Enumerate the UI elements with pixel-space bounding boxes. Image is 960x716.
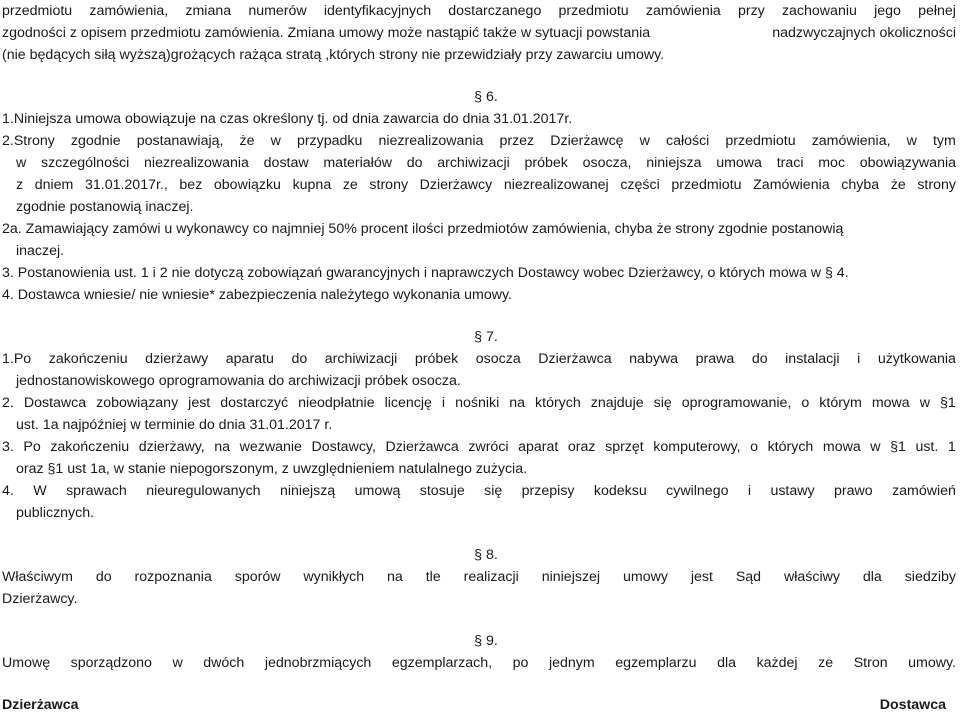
section-7-heading: § 7. [474, 329, 498, 345]
word: właściwy [783, 569, 840, 585]
word: prawo [834, 483, 873, 499]
word: Stron [853, 655, 888, 671]
sec6-paragraph-2-line-4: zgodnie postanowią inaczej. [16, 199, 194, 215]
word: identyfikacyjnych [323, 3, 432, 19]
sec9-text [2, 652, 956, 674]
word: się [484, 483, 503, 499]
word: Dzierżawca [538, 351, 612, 367]
word: przepisy [521, 483, 575, 499]
intro-line-3: (nie będących siłą wyższą)grożących rażąca stratą ,których strony nie przewidziały przy zawarciu umowy. [2, 47, 665, 63]
word: dla [717, 655, 736, 671]
word: rozpoznania [134, 569, 212, 585]
word: ustawy [770, 483, 815, 499]
word: części [620, 177, 660, 193]
word: sprawach [66, 483, 127, 499]
word: przedmiotu [725, 133, 796, 149]
word: Dostawcy, [311, 439, 376, 455]
word: W [33, 483, 47, 499]
word: przedmiotu [558, 3, 629, 19]
word: umowy [622, 569, 668, 585]
word: strony [917, 177, 956, 193]
word: i [857, 351, 861, 367]
word: oraz [567, 439, 596, 455]
word: 1.Po [2, 351, 32, 367]
word: 2.Strony [2, 133, 55, 149]
word: komputerowy, [653, 439, 741, 455]
word: ze [342, 177, 358, 193]
word: jest [188, 395, 211, 411]
word: numerów [248, 3, 307, 19]
sec8-text-line-1 [2, 566, 956, 588]
word: dostarczyć [220, 395, 289, 411]
word: w [906, 133, 917, 149]
word: moc [818, 155, 846, 171]
word: oprogramowanie, [681, 395, 792, 411]
sec7-paragraph-3-line-1 [2, 436, 956, 458]
sec7-paragraph-3-line-2: oraz §1 ust 1a, w stanie niepogorszonym, z uwzględnieniem natulalnego zużycia. [16, 461, 528, 477]
word: 2. [2, 395, 14, 411]
word: w [919, 395, 930, 411]
sec7-paragraph-4-line-1 [2, 480, 956, 502]
word: zamówień [892, 483, 956, 499]
word: nieodpłatnie [298, 395, 375, 411]
word: wynikłych [303, 569, 365, 585]
word: Właściwym [2, 569, 73, 585]
word: tle [425, 569, 441, 585]
sec8-text-line-2: Dzierżawcy. [2, 591, 78, 607]
word: zamówienia, [89, 3, 169, 19]
word: przy [737, 3, 765, 19]
sec6-paragraph-1: 1.Niniejsza umowa obowiązuje na czas określony tj. od dnia zawarcia do dnia 31.01.2017r. [2, 111, 573, 127]
word: siedziby [904, 569, 956, 585]
intro-line-2-part-2: nadzwyczajnych okoliczności [772, 25, 956, 41]
word: że [890, 177, 906, 193]
word: mowa [871, 395, 910, 411]
word: 4. [2, 483, 14, 499]
word: dostaw [263, 155, 309, 171]
word: Dzierżawca [385, 439, 459, 455]
word: Po [23, 439, 41, 455]
word: przez [499, 133, 535, 149]
section-9-heading: § 9. [474, 633, 498, 649]
word: dostarczanego [448, 3, 542, 19]
word: w [639, 133, 650, 149]
word: zwróci [468, 439, 509, 455]
word: chyba [841, 177, 880, 193]
word: licencję [384, 395, 432, 411]
word: próbek [414, 351, 459, 367]
intro-line-2 [2, 22, 956, 44]
word: §1 [939, 395, 956, 411]
word: całości [665, 133, 710, 149]
word: przedmiotu [671, 177, 742, 193]
sec7-paragraph-2-line-1 [2, 392, 956, 414]
word: do [291, 351, 308, 367]
word: o [801, 395, 810, 411]
word: Dzierżawcy [419, 177, 493, 193]
word: których [767, 439, 814, 455]
word: dla [862, 569, 882, 585]
word: cywilnego [666, 483, 729, 499]
word: na [387, 569, 403, 585]
intro-line-2-part-1: zgodności z opisem przedmiotu zamówienia. Zmiana umowy może nastąpić także w sytuacji powstania [2, 25, 651, 41]
word: użytkowania [877, 351, 956, 367]
word: nieuregulowanych [146, 483, 261, 499]
word: egzemplarzach, [391, 655, 493, 671]
word: 31.01.2017r., [84, 177, 168, 193]
word: obowiązku [213, 177, 281, 193]
word: przypadku [296, 133, 363, 149]
word: strony [369, 177, 409, 193]
word: kupna [292, 177, 332, 193]
word: w [270, 133, 281, 149]
word: w [870, 439, 881, 455]
word: w [16, 155, 27, 171]
word: niniejszą [279, 483, 336, 499]
word: jednobrzmiących [264, 655, 372, 671]
word: którym [819, 395, 862, 411]
word: niniejsza [646, 155, 702, 171]
word: sporów [234, 569, 281, 585]
word: zamówienia, [811, 133, 891, 149]
word: kodeksu [593, 483, 647, 499]
word: 1 [947, 439, 956, 455]
word: archiwizacji [437, 155, 510, 171]
word: obowiązywania [859, 155, 956, 171]
word: ust. [915, 439, 939, 455]
word: aparatu [225, 351, 274, 367]
word: przedmiotu [2, 3, 73, 19]
word: znajduje [590, 395, 644, 411]
word: instalacji [785, 351, 840, 367]
word: z [16, 177, 24, 193]
word: egzemplarzu [615, 655, 697, 671]
section-8-heading: § 8. [474, 547, 498, 563]
section-6-heading: § 6. [474, 89, 498, 105]
word: umowa [716, 155, 762, 171]
word: których [535, 395, 581, 411]
word: sporządzono [70, 655, 152, 671]
word: zachowaniu [781, 3, 857, 19]
word: się [653, 395, 672, 411]
word: wezwanie [239, 439, 302, 455]
word: dzierżawy, [138, 439, 205, 455]
word: stosuje [419, 483, 465, 499]
word: niniejszej [541, 569, 601, 585]
sec6-paragraph-2-line-2 [16, 152, 956, 174]
word: nośniki [455, 395, 500, 411]
word: archiwizacji [324, 351, 398, 367]
word: niezrealizowania [378, 133, 484, 149]
sec6-paragraph-2a-line-2: inaczej. [16, 243, 65, 259]
word: dzierżawy [145, 351, 209, 367]
word: do [751, 351, 768, 367]
word: Umowę [2, 655, 51, 671]
word: do [406, 155, 423, 171]
word: bez [179, 177, 203, 193]
word: Dzierżawcę [550, 133, 624, 149]
word: dwóch [203, 655, 245, 671]
word: §1 [890, 439, 906, 455]
word: o [750, 439, 759, 455]
word: na [214, 439, 231, 455]
word: umową [354, 483, 401, 499]
sec6-paragraph-2-line-3 [16, 174, 956, 196]
word: próbek [524, 155, 568, 171]
word: jego [874, 3, 901, 19]
word: Zamówienia [753, 177, 830, 193]
sec6-paragraph-2-line-1 [2, 130, 956, 152]
word: zamówienia [645, 3, 721, 19]
word: zakończeniu [48, 351, 128, 367]
word: po [512, 655, 529, 671]
word: Sąd [735, 569, 762, 585]
sec7-paragraph-1-line-1 [2, 348, 956, 370]
word: i [441, 395, 446, 411]
sec7-paragraph-2-line-2: ust. 1a najpóźniej w terminie do dnia 31.01.2017 r. [16, 417, 333, 433]
word: 3. [2, 439, 14, 455]
sec6-paragraph-2a-line-1: 2a. Zamawiający zamówi u wykonawcy co najmniej 50% procent ilości przedmiotów zamówienia, chyba że strony zgodnie postanowią [2, 221, 844, 237]
word: zakończeniu [50, 439, 130, 455]
word: niezrealizowanej [503, 177, 609, 193]
word: w [172, 655, 183, 671]
word: aparat [518, 439, 559, 455]
word: traci [776, 155, 804, 171]
word: jednym [548, 655, 595, 671]
word: materiałów [323, 155, 392, 171]
word: ze [818, 655, 834, 671]
word: osocza, [582, 155, 632, 171]
sec7-paragraph-1-line-2: jednostanowiskowego oprogramowania do archiwizacji próbek osocza. [16, 373, 461, 389]
word: każdej [756, 655, 798, 671]
word: zmiana [185, 3, 232, 19]
word: że [239, 133, 255, 149]
word: szczególności [40, 155, 130, 171]
word: mowa [822, 439, 861, 455]
word: do [95, 569, 112, 585]
word: na [509, 395, 526, 411]
word: osocza [475, 351, 521, 367]
sec6-paragraph-4: 4. Dostawca wniesie/ nie wniesie* zabezpieczenia należytego wykonania umowy. [2, 287, 512, 303]
signature-dostawca: Dostawca [879, 697, 946, 713]
word: postanawiają, [136, 133, 224, 149]
word: i [747, 483, 752, 499]
word: tym [932, 133, 956, 149]
sec6-paragraph-3: 3. Postanowienia ust. 1 i 2 nie dotyczą zobowiązań gwarancyjnych i naprawczych Dostawcy wobec Dzierżawcy, o których mowa w § 4. [2, 265, 849, 281]
word: pełnej [918, 3, 956, 19]
word: realizacji [463, 569, 519, 585]
intro-line-1 [2, 0, 956, 22]
word: umowy. [908, 655, 956, 671]
word: sprzęt [605, 439, 644, 455]
word: dniem [34, 177, 74, 193]
word: prawa [695, 351, 735, 367]
word: nabywa [629, 351, 679, 367]
word: zobowiązany [96, 395, 179, 411]
sec7-paragraph-4-line-2: publicznych. [16, 505, 95, 521]
word: niezrealizowania [144, 155, 249, 171]
word: zgodnie [70, 133, 121, 149]
signature-dzierzawca: Dzierżawca [2, 697, 79, 713]
word: Dostawca [23, 395, 87, 411]
word: jest [690, 569, 713, 585]
